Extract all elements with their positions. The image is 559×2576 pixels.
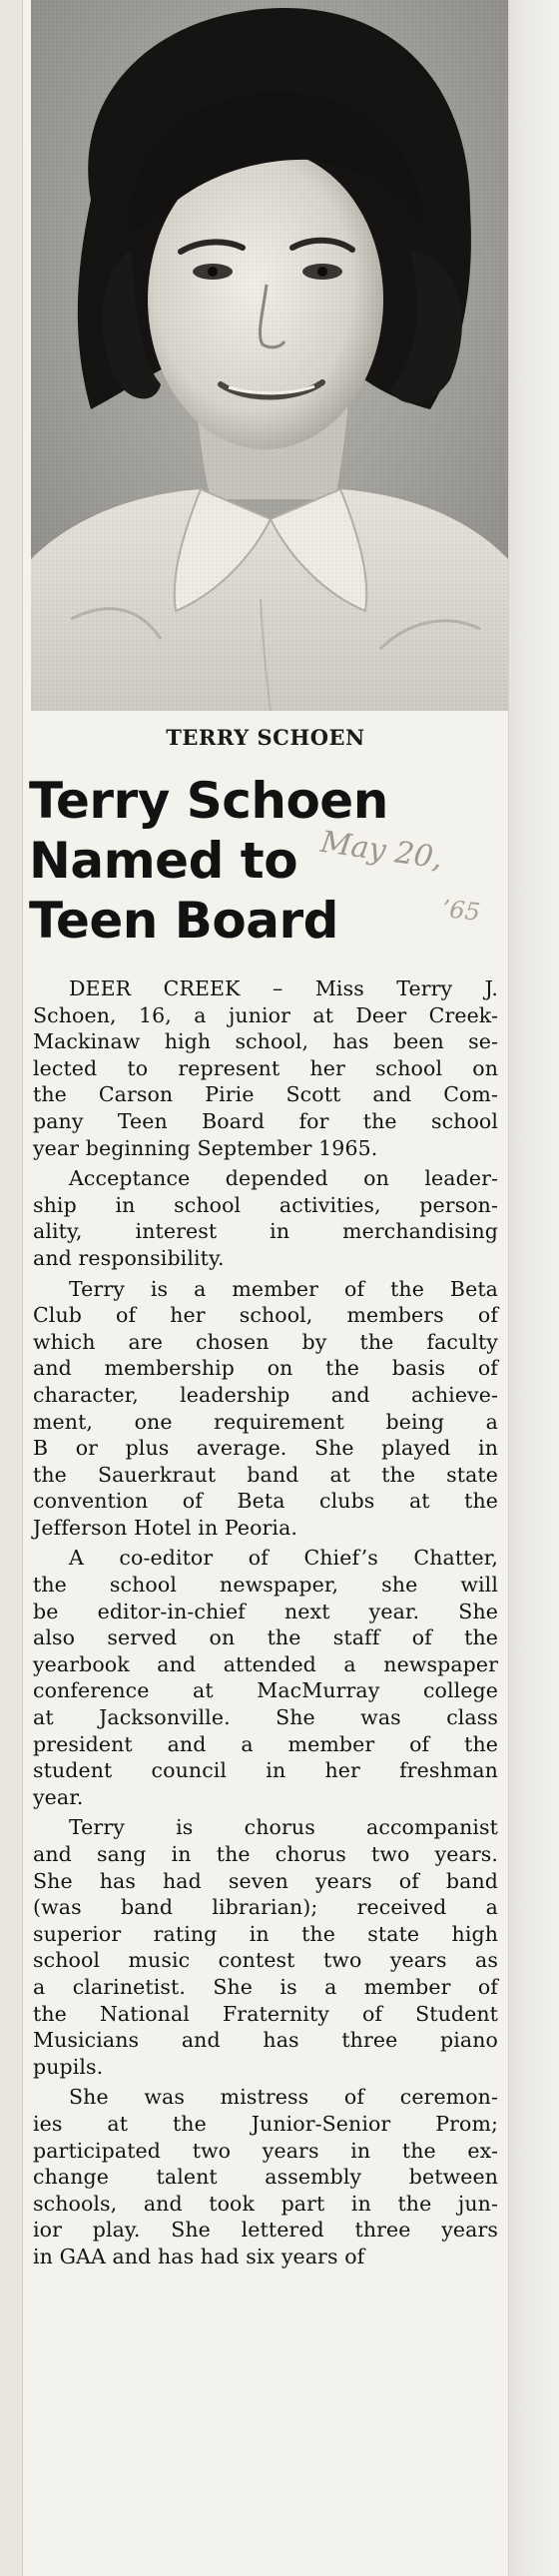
article-line: pupils.: [33, 2054, 104, 2079]
article-line: Acceptance depended on leader-: [69, 1166, 498, 1191]
article-line: year beginning September 1965.: [33, 1135, 378, 1160]
article-paragraph: [33, 1814, 498, 2080]
article-paragraph: [33, 2084, 498, 2269]
article-paragraph: [33, 1276, 498, 1542]
portrait-photo: [31, 0, 508, 711]
article-line: pany Teen Board for the school: [33, 1108, 498, 1133]
article-line: which are chosen by the faculty: [33, 1329, 498, 1354]
article-line: lected to represent her school on: [33, 1055, 498, 1080]
article-paragraph: [33, 1545, 498, 1810]
article-line: yearbook and attended a newspaper: [33, 1651, 498, 1676]
article-line: at Jacksonville. She was class: [33, 1705, 498, 1730]
article-paragraph: [33, 1165, 498, 1271]
article-paragraph: [33, 975, 498, 1161]
article-line: Club of her school, members of: [33, 1303, 498, 1328]
article-line: and responsibility.: [33, 1245, 225, 1270]
article-line: conference at MacMurray college: [33, 1678, 498, 1703]
article-line: B or plus average. She played in: [33, 1436, 498, 1461]
article-line: president and a member of the: [33, 1731, 498, 1756]
handwritten-date-line: May 20,: [318, 824, 445, 877]
article-line: (was band librarian); received a: [33, 1895, 498, 1920]
article-line: superior rating in the state high: [33, 1921, 498, 1946]
article-line: Schoen, 16, a junior at Deer Creek-: [33, 1002, 498, 1027]
article-line: change talent assembly between: [33, 2165, 498, 2190]
article-line: convention of Beta clubs at the: [33, 1489, 498, 1514]
article-line: DEER CREEK – Miss Terry J.: [69, 976, 498, 1000]
article-line: participated two years in the ex-: [33, 2138, 498, 2163]
article-line: the Carson Pirie Scott and Com-: [33, 1082, 498, 1107]
newspaper-clipping: [22, 0, 509, 2576]
paragraph-spacer: [33, 2270, 498, 2274]
article-line: be editor-in-chief next year. She: [33, 1599, 498, 1623]
article-line: character, leadership and achieve-: [33, 1382, 498, 1407]
article-line: the Sauerkraut band at the state: [33, 1462, 498, 1487]
handwritten-date-annotation: [312, 819, 512, 929]
article-line: school music contest two years as: [33, 1948, 498, 1973]
article-line: ment, one requirement being a: [33, 1409, 498, 1434]
article-line: ior play. She lettered three years: [33, 2218, 498, 2243]
article-line: A co-editor of Chief’s Chatter,: [69, 1546, 498, 1571]
article-line: and membership on the basis of: [33, 1356, 498, 1381]
photo-caption: TERRY SCHOEN: [166, 725, 365, 750]
portrait-image: [31, 0, 508, 711]
article-line: ies at the Junior-Senior Prom;: [33, 2111, 498, 2136]
article-line: Musicians and has three piano: [33, 2028, 498, 2053]
article-line: Terry is a member of the Beta: [69, 1276, 498, 1301]
handwritten-year: ’65: [440, 894, 482, 927]
article-line: ality, interest in merchandising: [33, 1219, 498, 1244]
headline-line: Teen Board: [29, 892, 338, 950]
article-line: year.: [33, 1784, 84, 1809]
article-line: Mackinaw high school, has been se-: [33, 1029, 498, 1054]
article-line: schools, and took part in the jun-: [33, 2191, 498, 2216]
article-line: the school newspaper, she will: [33, 1573, 498, 1598]
article-line: ship in school activities, person-: [33, 1192, 498, 1217]
article-line: the National Fraternity of Student: [33, 2001, 498, 2026]
article-line: Jefferson Hotel in Peoria.: [33, 1515, 298, 1540]
headline-line: Terry Schoen: [29, 772, 388, 830]
article-line: Terry is chorus accompanist: [69, 1815, 498, 1840]
article-line: student council in her freshman: [33, 1758, 498, 1783]
article-line: in GAA and has had six years of: [33, 2244, 365, 2268]
headline-line: Named to: [29, 832, 298, 890]
article-line: a clarinetist. She is a member of: [33, 1974, 498, 1999]
article-line: also served on the staff of the: [33, 1625, 498, 1650]
article-line: and sang in the chorus two years.: [33, 1842, 498, 1866]
article-body: [33, 975, 498, 2274]
article-line: She was mistress of ceremon-: [69, 2085, 498, 2110]
article-line: She has had seven years of band: [33, 1868, 498, 1893]
